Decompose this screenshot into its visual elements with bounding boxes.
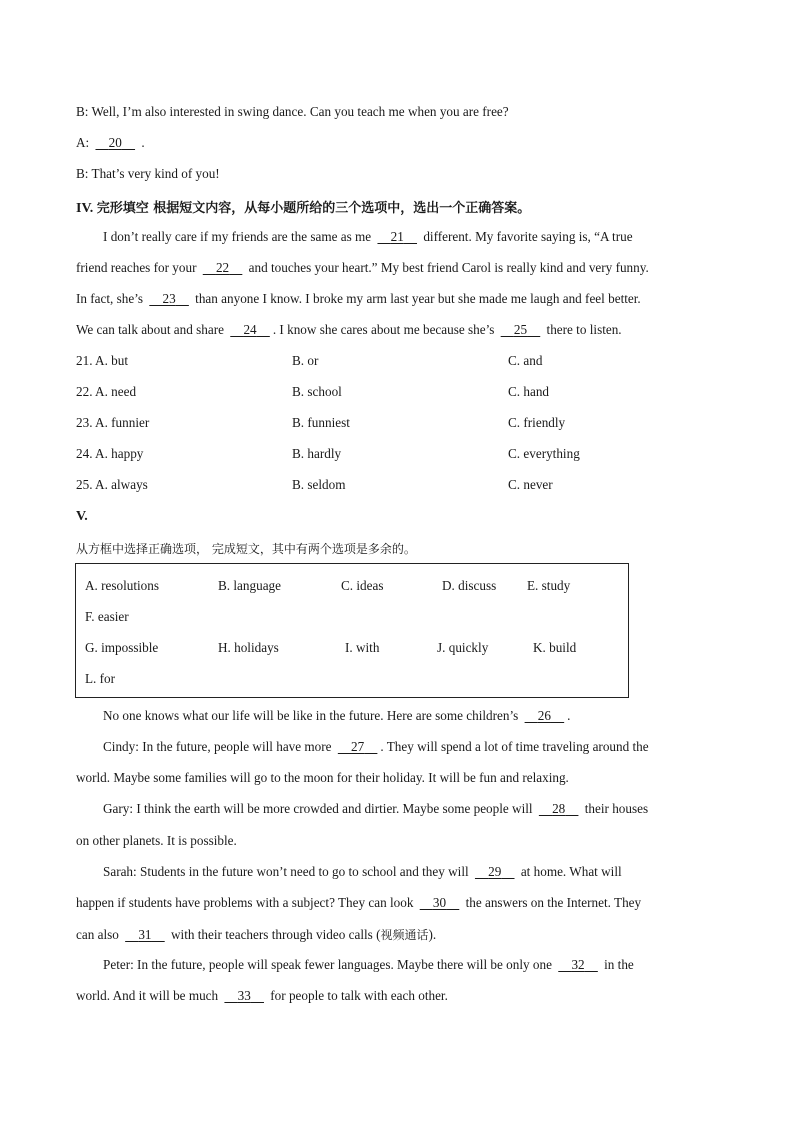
passage-4-line-4: We can talk about and share 24 . I know she cares about me because she’s 25 there to listen.: [76, 322, 622, 337]
blank-21: 21: [390, 229, 404, 244]
word-option-j: J. quickly: [437, 640, 489, 655]
blank-30: 30: [432, 895, 447, 910]
passage-5-line-8: can also 31 with their teachers through video calls (视频通话).: [76, 927, 437, 942]
passage-4-line-1: I don’t really care if my friends are the same as me 21 different. My favorite saying is, “A true: [103, 229, 633, 244]
passage-5-line-4: Gary: I think the earth will be more crowded and dirtier. Maybe some people will 28 their houses: [103, 801, 649, 816]
option-b: B. or: [292, 353, 319, 368]
word-option-g: G. impossible: [85, 640, 159, 655]
word-option-d: D. discuss: [442, 578, 497, 593]
word-option-f: F. easier: [85, 609, 129, 624]
word-option-k: K. build: [533, 640, 577, 655]
option-c: C. and: [508, 353, 543, 368]
passage-5-line-1: No one knows what our life will be like in the future. Here are some children’s 26 .: [103, 708, 571, 723]
option-b: B. seldom: [292, 477, 346, 492]
word-option-e: E. study: [527, 578, 571, 593]
section-5-heading: V.: [76, 509, 88, 524]
word-option-l: L. for: [85, 671, 116, 686]
option-c: C. hand: [508, 384, 550, 399]
option-a: 22. A. need: [76, 384, 137, 399]
passage-5-line-6: Sarah: Students in the future won’t need to go to school and they will 29 at home. What will: [103, 864, 622, 879]
blank-24: 24: [243, 322, 257, 337]
section-5-instruction: 从方框中选择正确选项， 完成短文，其中有两个选项是多余的。: [76, 542, 416, 556]
blank-33: 33: [237, 988, 251, 1003]
word-box: [75, 563, 629, 698]
dialogue-line-a: [76, 135, 145, 151]
dialogue-line-b2: B: That’s very kind of you!: [76, 166, 220, 181]
word-option-h: H. holidays: [218, 640, 279, 655]
blank-29: 29: [488, 864, 502, 879]
blank-32: 32: [571, 957, 585, 972]
blank-28: 28: [552, 801, 566, 816]
blank-27: 27: [351, 739, 365, 754]
passage-4-line-3: In fact, she’s 23 than anyone I know. I broke my arm last year but she made me laugh and feel better.: [76, 291, 641, 306]
passage-5-line-5: on other planets. It is possible.: [76, 833, 237, 848]
word-option-b: B. language: [218, 578, 281, 593]
blank-25: 25: [513, 322, 528, 337]
passage-5-line-9: Peter: In the future, people will speak fewer languages. Maybe there will be only one 32 in the: [103, 957, 634, 972]
passage-5-line-7: happen if students have problems with a subject? They can look 30 the answers on the Internet. They: [76, 895, 642, 910]
blank-20: 20: [108, 135, 122, 150]
passage-5-line-10: world. And it will be much 33 for people to talk with each other.: [76, 988, 448, 1003]
option-b: B. hardly: [292, 446, 342, 461]
option-c: C. never: [508, 477, 553, 492]
option-a: 25. A. always: [76, 477, 148, 492]
option-c: C. everything: [508, 446, 580, 461]
word-option-a: A. resolutions: [85, 578, 159, 593]
option-a: 21. A. but: [76, 353, 129, 368]
blank-22: 22: [215, 260, 230, 275]
word-option-i: I. with: [345, 640, 380, 655]
option-a: 23. A. funnier: [76, 415, 150, 430]
option-a: 24. A. happy: [76, 446, 144, 461]
section-4-heading: IV. 完形填空 根据短文内容，从每小题所给的三个选项中，选出一个正确答案。: [76, 201, 531, 216]
option-b: B. school: [292, 384, 342, 399]
blank-31: 31: [138, 927, 152, 942]
option-b: B. funniest: [292, 415, 350, 430]
blank-23: 23: [162, 291, 176, 306]
passage-5-line-2: Cindy: In the future, people will have more 27 . They will spend a lot of time traveling around the: [103, 739, 649, 754]
line-a-suffix: .: [138, 135, 145, 150]
passage-5-line-3: world. Maybe some families will go to the moon for their holiday. It will be fun and relaxing.: [76, 770, 569, 785]
dialogue-line-b1: B: Well, I’m also interested in swing dance. Can you teach me when you are free?: [76, 104, 509, 119]
option-c: C. friendly: [508, 415, 566, 430]
passage-4-line-2: friend reaches for your 22 and touches your heart.” My best friend Carol is really kind and very funny.: [76, 260, 649, 275]
blank-26: 26: [537, 708, 551, 723]
word-option-c: C. ideas: [341, 578, 384, 593]
speaker-a-label: A:: [76, 135, 93, 150]
